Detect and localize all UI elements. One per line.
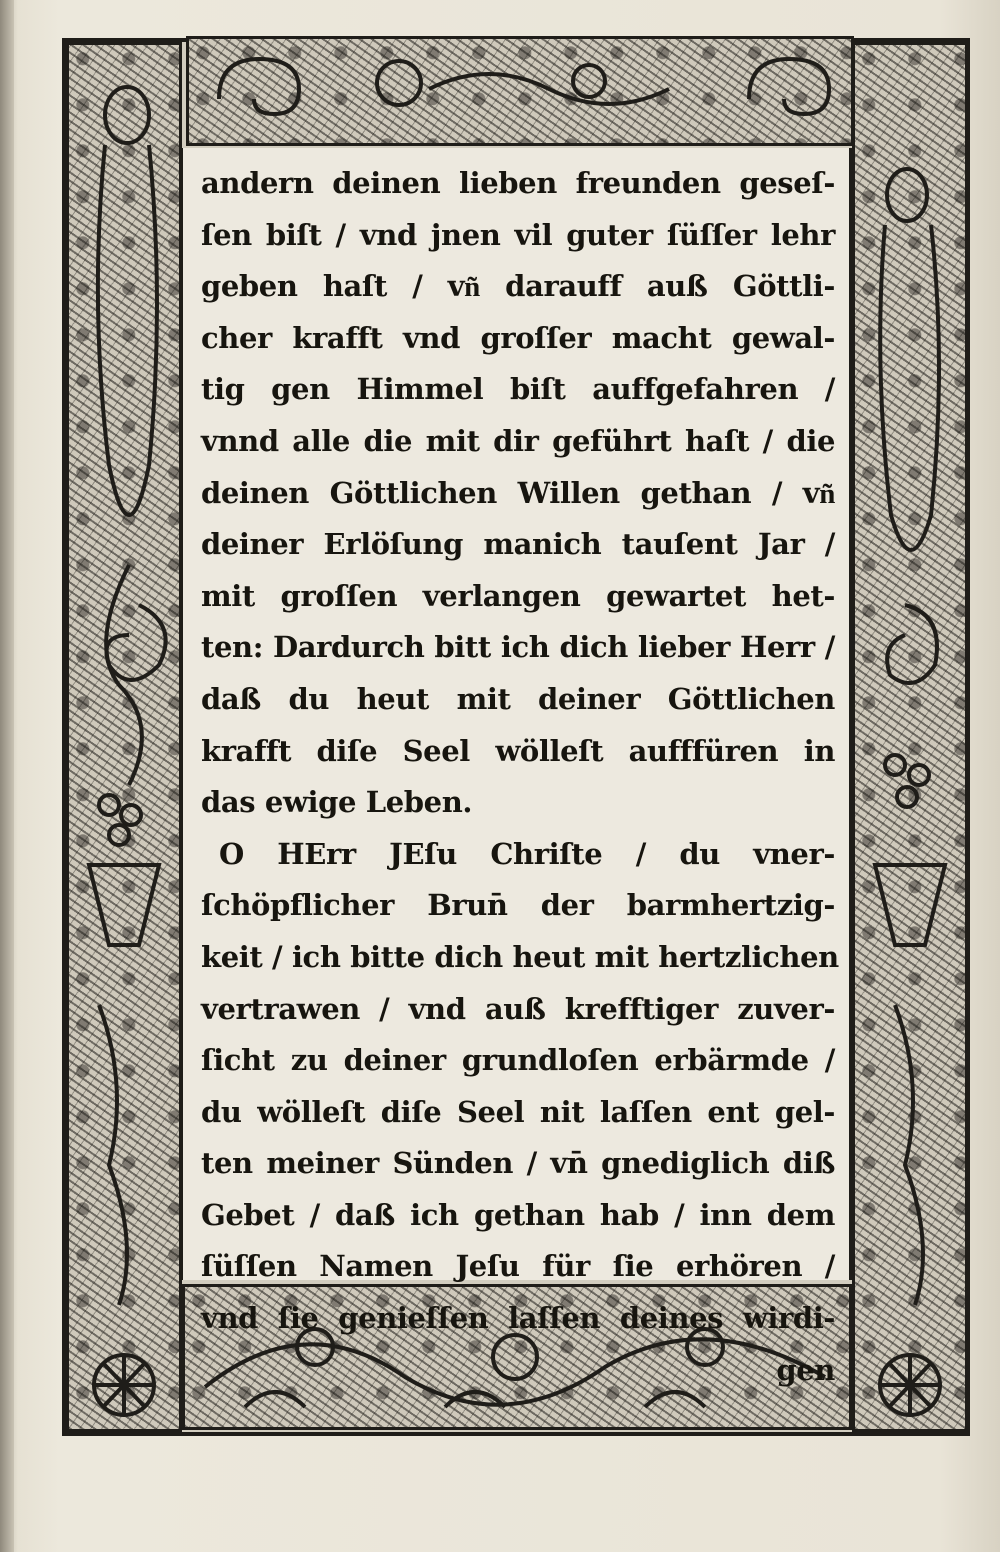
text-line: tig gen Himmel biſt auffgefahren / bbox=[201, 372, 835, 407]
text-line: keit / ich bitte dich heut mit hertzlichen bbox=[201, 939, 839, 974]
text-line: vnd ſie genieſſen laſſen deines wirdi- bbox=[201, 1301, 835, 1336]
text-block bbox=[180, 148, 852, 1387]
text-line: du wölleſt diſe Seel nit laſſen ent gel- bbox=[201, 1094, 835, 1129]
text-line: vertrawen / vnd auß krefftiger zuver- bbox=[201, 991, 835, 1026]
text-line: krafft diſe Seel wölleſt aufffüren in bbox=[201, 733, 835, 768]
text-line: ſüſſen Namen Jeſu für ſie erhören / bbox=[201, 1249, 835, 1284]
left-ornament-border bbox=[66, 42, 182, 1432]
text-line: ſchöpflicher Brun̄ der barmhertzig- bbox=[201, 888, 835, 923]
text-line: geben haſt / vn͂ darauff auß Göttli- bbox=[201, 269, 835, 304]
text-line: ſen biſt / vnd jnen vil guter ſüſſer lehr bbox=[201, 217, 835, 252]
text-line: das ewige Leben. bbox=[201, 785, 473, 820]
text-line: deinen Göttlichen Willen gethan / vn͂ bbox=[201, 475, 835, 510]
text-line: ſicht zu deiner grundloſen erbärmde / bbox=[201, 1043, 835, 1078]
right-ornament-border bbox=[852, 42, 968, 1432]
text-line: ten meiner Sünden / vn̄ gnediglich diß bbox=[201, 1146, 835, 1181]
text-line: vnnd alle die mit dir geführt haſt / die bbox=[201, 423, 835, 458]
text-line: deiner Erlöſung manich tauſent Jar / bbox=[201, 527, 835, 562]
page-gutter-edge bbox=[0, 0, 14, 1552]
catchword: gen bbox=[776, 1352, 835, 1387]
top-scroll-ornament-icon bbox=[189, 39, 851, 143]
text-line: mit groſſen verlangen gewartet het- bbox=[201, 578, 835, 613]
left-figure-ornament-icon bbox=[69, 45, 179, 1429]
paragraph-start-line: O HErr JEſu Chriſte / du vner- bbox=[219, 836, 835, 871]
text-line: Gebet / daß ich gethan hab / inn dem bbox=[201, 1197, 835, 1232]
right-figure-ornament-icon bbox=[855, 45, 965, 1429]
text-line: andern deinen lieben freunden geseſ- bbox=[201, 166, 835, 200]
text-line: daß du heut mit deiner Göttlichen bbox=[201, 681, 835, 716]
text-line: cher krafft vnd groſſer macht gewal- bbox=[201, 320, 835, 355]
top-ornament-border bbox=[186, 36, 854, 146]
text-line: ten: Dardurch bitt ich dich lieber Herr / bbox=[201, 630, 835, 665]
